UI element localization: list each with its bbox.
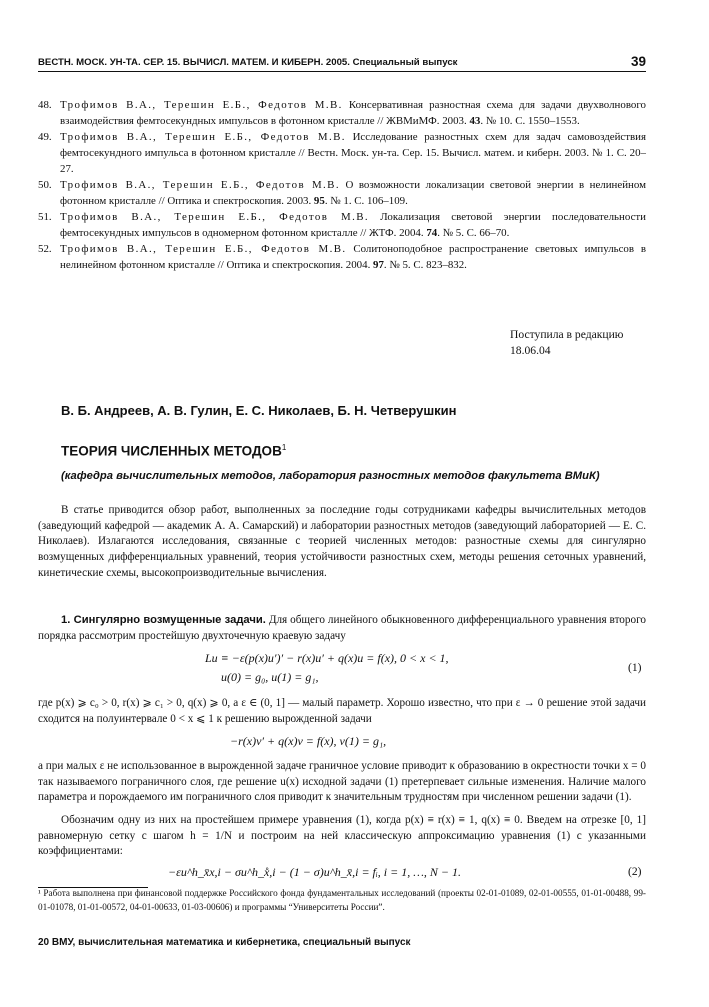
reference-item: [38, 129, 646, 177]
reference-tail: . № 10. С. 1550–1553.: [480, 115, 580, 127]
reference-text: Исследование разностных схем для задач самовоздействия фемтосекундного импульса в фотонном кристалле // Вестн. Моск. ун-та. Сер. 15. Вычисл. матем. и киберн. 2003. № 1. С. 20–27.: [60, 131, 646, 175]
reference-authors: Трофимов В.А., Терешин Е.Б., Федотов М.В.: [60, 243, 347, 255]
received-date: 18.06.04: [510, 344, 551, 357]
paragraph-2: где p(x) ⩾ c₀ > 0, r(x) ⩾ c₁ > 0, q(x) ⩾ 0, а ε ∈ (0, 1] — малый параметр. Хорошо известно, что при ε → 0 решение этой задачи сходится на полуинтервале 0 < x ⩽ 1 к решению вырожденной задачи: [38, 697, 646, 725]
article-title-text: ТЕОРИЯ ЧИСЛЕННЫХ МЕТОДОВ: [61, 443, 282, 459]
running-header: [38, 54, 646, 70]
reference-tail: . № 5. С. 823–832.: [383, 259, 467, 271]
section-text: Для общего линейного обыкновенного дифференциального уравнения второго порядка рассмотрим простейшую двухточечную краевую задачу: [38, 614, 646, 642]
equation-1-number: (1): [628, 661, 642, 674]
reference-list: [38, 97, 646, 273]
section-paragraph: [38, 613, 646, 644]
reference-tail: . № 1. С. 106–109.: [324, 195, 408, 207]
page-number: 39: [630, 54, 646, 69]
reference-text: Консервативная разностная схема для задачи двухволнового взаимодействия фемтосекундных импульсов в фотонном кристалле // ЖВМиМФ. 2003.: [60, 99, 646, 127]
section-title: 1. Сингулярно возмущенные задачи.: [61, 614, 266, 626]
article-title: [61, 443, 286, 459]
reference-text: Солитоноподобное распространение световых импульсов в нелинейном фотонном кристалле // Оптика и спектроскопия. 2004.: [60, 243, 646, 271]
page-footer: 20 ВМУ, вычислительная математика и кибернетика, специальный выпуск: [38, 937, 411, 948]
article-affiliation: (кафедра вычислительных методов, лаборатория разностных методов факультета ВМиК): [61, 470, 600, 482]
header-rule: [38, 71, 646, 72]
reference-volume: 74: [426, 227, 438, 239]
reference-tail: . № 5. С. 66–70.: [437, 227, 510, 239]
reference-volume: 95: [313, 195, 325, 207]
reference-authors: Трофимов В.А., Терешин Е.Б., Федотов М.В.: [60, 211, 369, 223]
footnote-mark: 1: [281, 443, 287, 452]
paragraph-3: а при малых ε не использованное в вырожденной задаче граничное условие приводит к образованию в окрестности точки x = 0 так называемого пограничного слоя, где решение u(x) исходной задачи (1) претерпевает сильные изменения. Наличие малого параметра и порождаемого им пограничного слоя приводит к значительным трудностям при численном решении задачи (1).: [38, 760, 646, 804]
equation-2-number: (2): [628, 865, 642, 878]
reference-text: Локализация световой энергии последовательности фемтосекундных импульсов в одномерном фотонном кристалле // ЖТФ. 2004.: [60, 211, 646, 239]
reference-number: 48.: [38, 99, 52, 111]
equation-2: −εu^h_x̄x,i − σu^h_x̊,i − (1 − σ)u^h_x̄,i = fᵢ, i = 1, …, N − 1.: [168, 865, 461, 879]
footnote: ¹ Работа выполнена при финансовой поддержке Российского фонда фундаментальных исследований (проекты 02-01-01089, 02-01-00555, 01-01-00488, 99-01-01078, 01-01-00572, 04-01-00633, 01-03-00606) и программы “Университеты России”.: [38, 888, 646, 912]
reference-number: 52.: [38, 243, 52, 255]
reference-number: 51.: [38, 211, 52, 223]
reference-number: 49.: [38, 131, 52, 143]
reference-volume: 43: [469, 115, 481, 127]
reference-authors: Трофимов В.А., Терешин Е.Б., Федотов М.В.: [60, 131, 346, 143]
equation-reduced: −r(x)v′ + q(x)v = f(x), v(1) = g₁,: [230, 734, 387, 748]
intro-paragraph: В статье приводится обзор работ, выполненных за последние годы сотрудниками кафедры вычислительных методов (заведующий кафедрой — академик А. А. Самарский) и лаборатории разностных методов (заведующий лабораторией — Е. С. Николаев). Излагаются исследования, связанные с теорией численных методов: разностные схемы для сингулярно возмущенных дифференциальных уравнений, теория устойчивости разностных схем, методы решения сеточных уравнений, кинетические схемы, высокопроизводительные вычисления.: [38, 504, 646, 579]
reference-item: [38, 209, 646, 241]
reference-number: 50.: [38, 179, 52, 191]
reference-item: [38, 97, 646, 129]
paragraph-4: Обозначим одну из них на простейшем примере уравнения (1), когда p(x) ≡ r(x) ≡ 1, q(x) ≡ 0. Введем на отрезке [0, 1] равномерную сетку с шагом h = 1/N и построим на ней классическую аппроксимацию уравнения (1) с указанными коэффициентами:: [38, 814, 646, 858]
reference-text: О возможности локализации световой энергии в нелинейном фотонном кристалле // Оптика и спектроскопия. 2003.: [60, 179, 646, 207]
reference-authors: Трофимов В.А., Терешин Е.Б., Федотов М.В.: [60, 179, 340, 191]
reference-item: [38, 241, 646, 273]
running-title: ВЕСТН. МОСК. УН-ТА. СЕР. 15. ВЫЧИСЛ. МАТЕМ. И КИБЕРН. 2005. Специальный выпуск: [38, 57, 458, 68]
equation-1-line-2: u(0) = g₀, u(1) = g₁,: [221, 670, 319, 684]
article-authors: В. Б. Андреев, А. В. Гулин, Е. С. Николаев, Б. Н. Четверушкин: [61, 403, 457, 418]
reference-item: [38, 177, 646, 209]
received-note: [510, 327, 623, 359]
reference-authors: Трофимов В.А., Терешин Е.Б., Федотов М.В.: [60, 99, 343, 111]
received-label: Поступила в редакцию: [510, 328, 624, 341]
equation-1-line-1: Lu ≡ −ε(p(x)u′)′ − r(x)u′ + q(x)u = f(x), 0 < x < 1,: [205, 651, 449, 665]
reference-volume: 97: [373, 259, 384, 271]
